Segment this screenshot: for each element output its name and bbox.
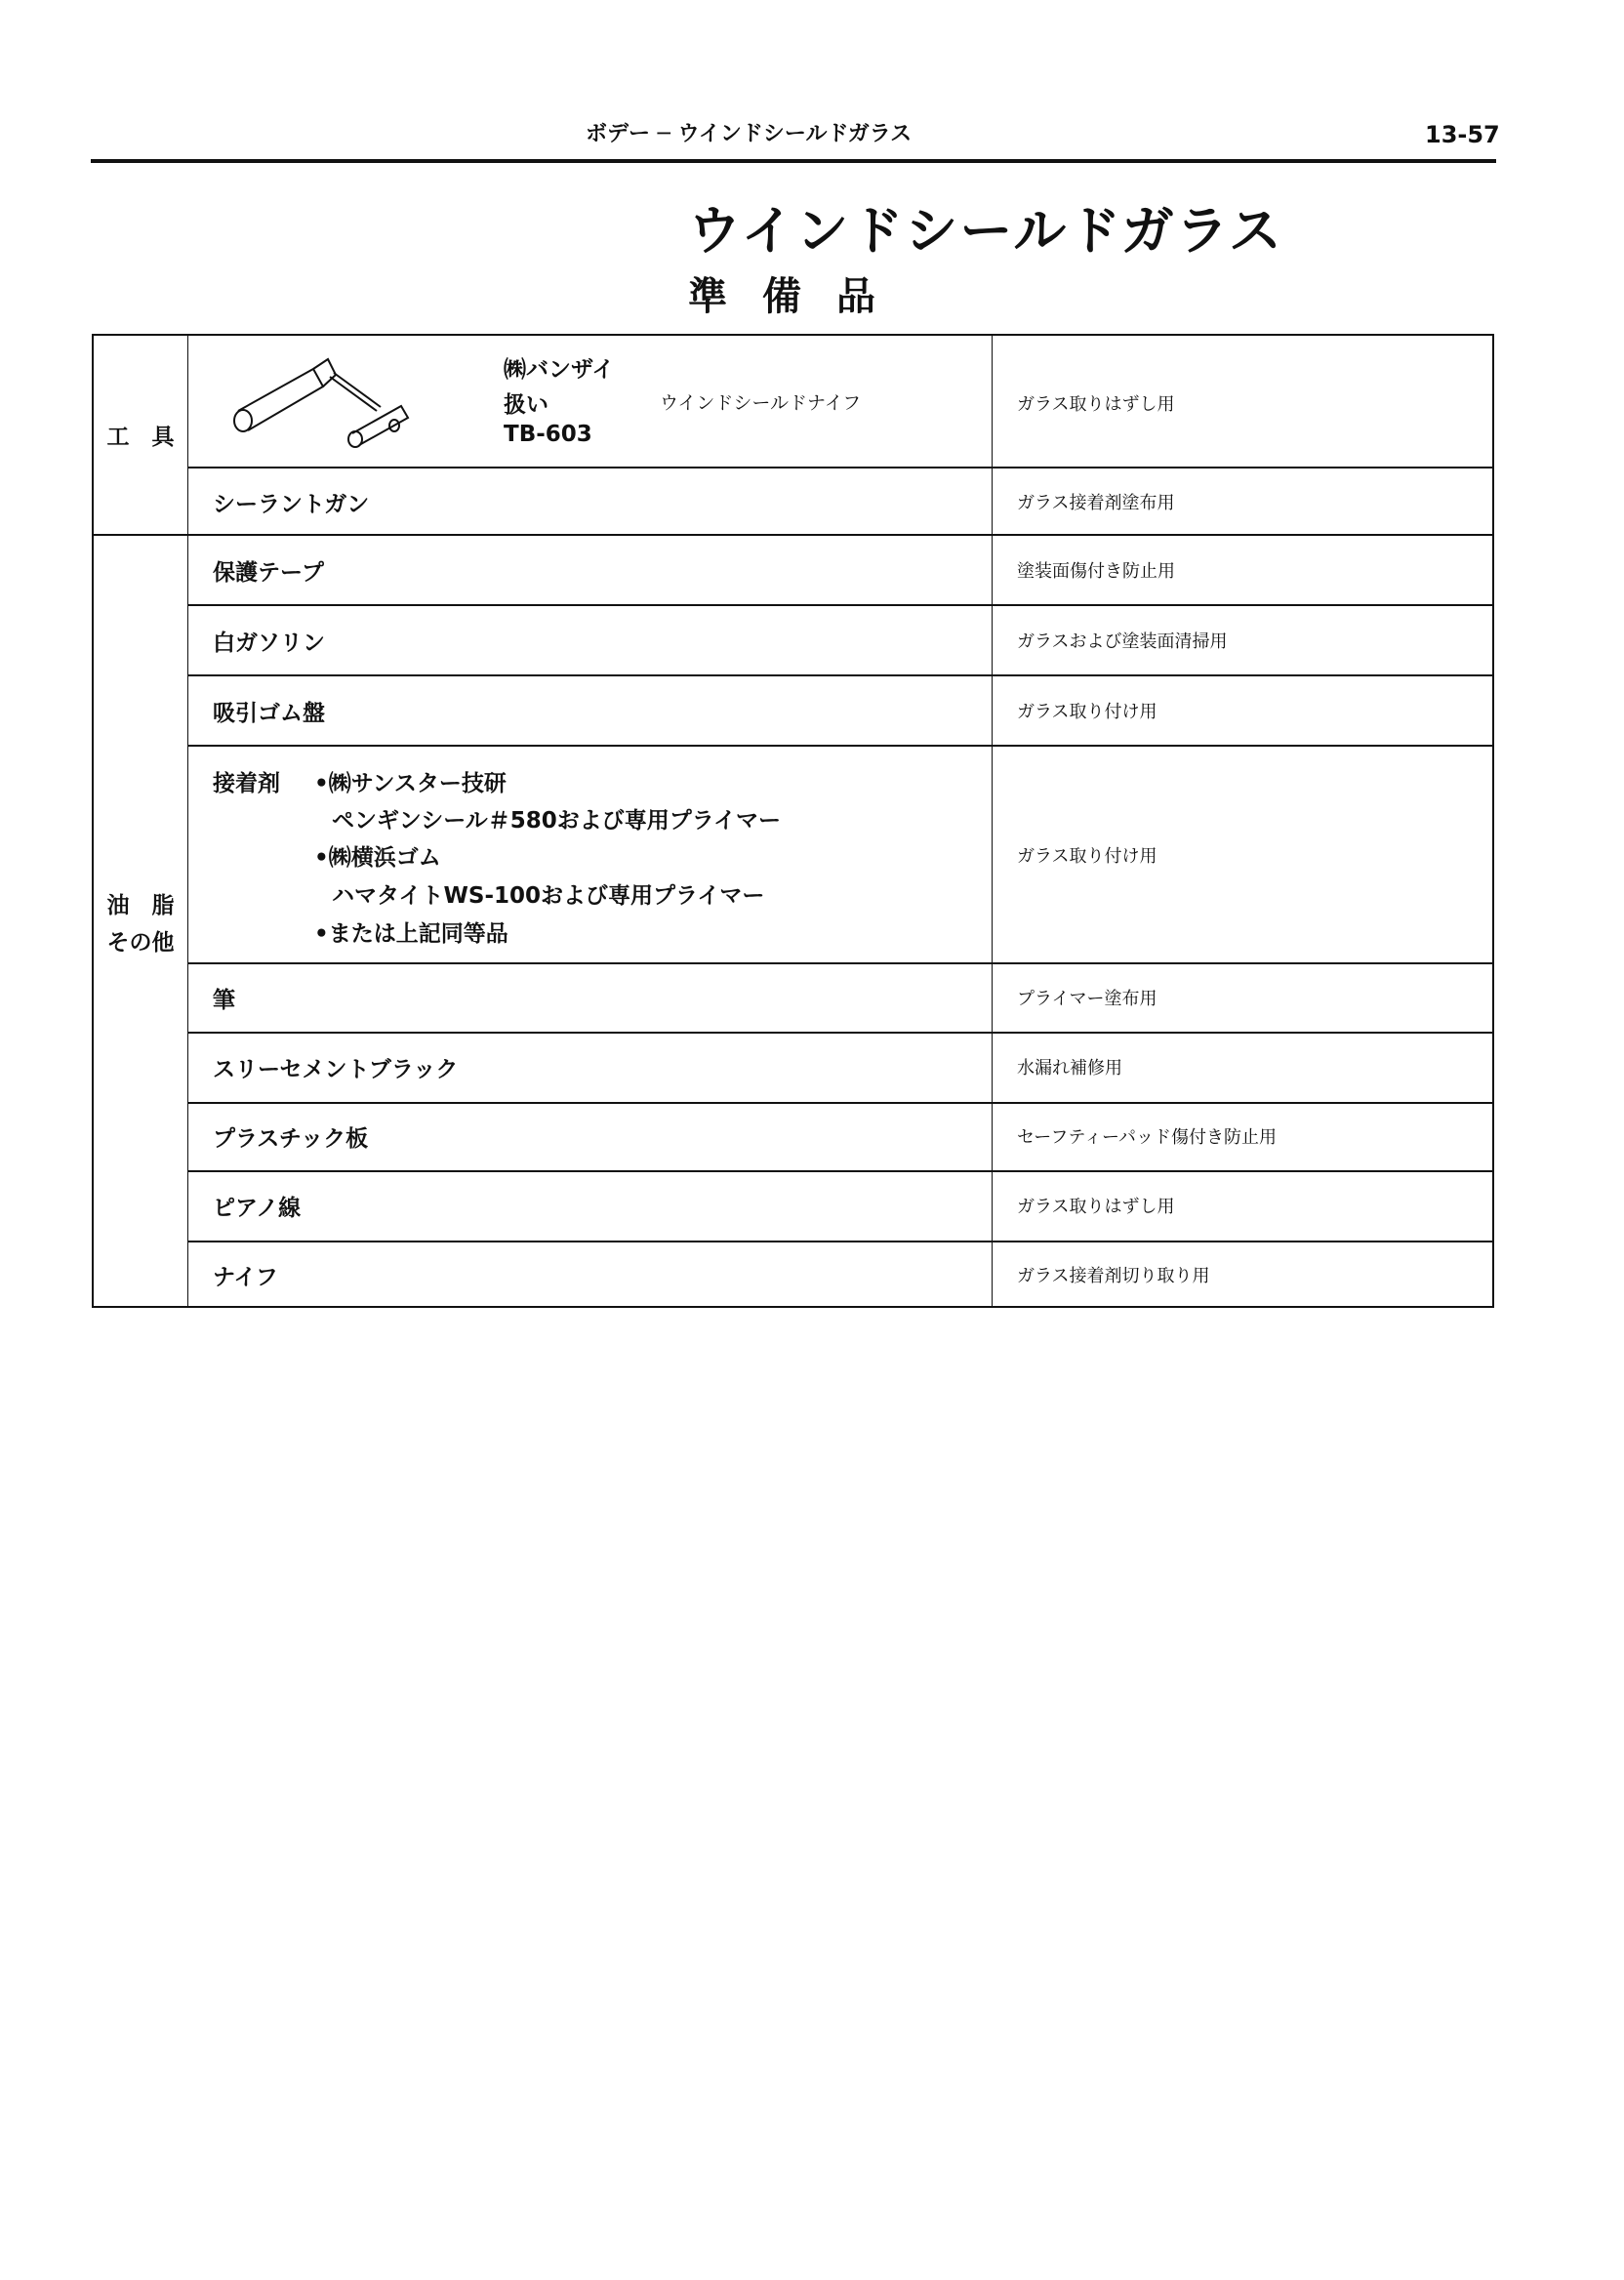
adhesive-line: ハマタイトWS-100および専用プライマー <box>332 883 765 909</box>
item-use: プライマー塗布用 <box>1017 989 1157 1009</box>
divider <box>187 674 1492 676</box>
item: 保護テープ <box>213 560 324 586</box>
divider <box>187 1102 1492 1104</box>
divider <box>187 467 1492 468</box>
group-oils-line2: その他 <box>106 930 175 956</box>
item-use: 水漏れ補修用 <box>1017 1058 1122 1079</box>
item-use: 塗装面傷付き防止用 <box>1017 561 1175 582</box>
item-use: セーフティーパッド傷付き防止用 <box>1017 1127 1278 1148</box>
item-use: ガラス取りはずし用 <box>1017 1197 1175 1217</box>
item: プラスチック板 <box>213 1126 369 1152</box>
group-tools: 工 具 <box>106 425 175 450</box>
group-oils-line1: 油 脂 <box>106 893 175 918</box>
adhesive-use: ガラス取り付け用 <box>1017 846 1157 867</box>
tool-name: ウインドシールドナイフ <box>660 392 862 414</box>
item-use: ガラス接着剤切り取り用 <box>1017 1266 1210 1286</box>
adhesive-line: •または上記同等品 <box>314 921 508 947</box>
page-number: 13-57 <box>1425 121 1500 148</box>
section-header: ボデー ─ ウインドシールドガラス <box>586 122 913 146</box>
divider <box>187 1032 1492 1034</box>
page-subtitle: 準備品 <box>688 274 911 319</box>
divider <box>187 1170 1492 1172</box>
item: ピアノ線 <box>213 1196 302 1221</box>
divider <box>94 534 1492 536</box>
adhesive-line: •㈱サンスター技研 <box>314 771 507 796</box>
item: スリーセメントブラック <box>213 1057 459 1082</box>
item: 白ガソリン <box>213 631 325 656</box>
divider <box>187 604 1492 606</box>
item-use: ガラス接着剤塗布用 <box>1017 493 1175 513</box>
divider <box>187 745 1492 747</box>
equipment-table <box>92 334 1494 1308</box>
divider <box>187 962 1492 964</box>
divider <box>992 336 993 1308</box>
adhesive-line: ペンギンシール＃580および専用プライマー <box>332 808 782 834</box>
item: 筆 <box>213 988 235 1013</box>
item-use: ガラスおよび塗装面清掃用 <box>1017 631 1228 652</box>
divider <box>187 336 188 1308</box>
item: 吸引ゴム盤 <box>213 701 325 726</box>
windshield-knife-illustration <box>230 347 416 455</box>
item: シーラントガン <box>213 492 370 517</box>
adhesive-label: 接着剤 <box>213 771 280 796</box>
divider <box>187 1241 1492 1242</box>
page-title: ウインドシールドガラス <box>688 200 1284 262</box>
item: ナイフ <box>213 1265 278 1290</box>
item-use: ガラス取り付け用 <box>1017 702 1157 722</box>
tool-use: ガラス取りはずし用 <box>1017 394 1175 415</box>
tool-maker: ㈱バンザイ <box>504 357 615 383</box>
header-rule <box>91 159 1496 163</box>
tool-model: TB-603 <box>504 422 592 447</box>
tool-handled: 扱い <box>504 392 548 418</box>
adhesive-line: •㈱横浜ゴム <box>314 845 441 871</box>
